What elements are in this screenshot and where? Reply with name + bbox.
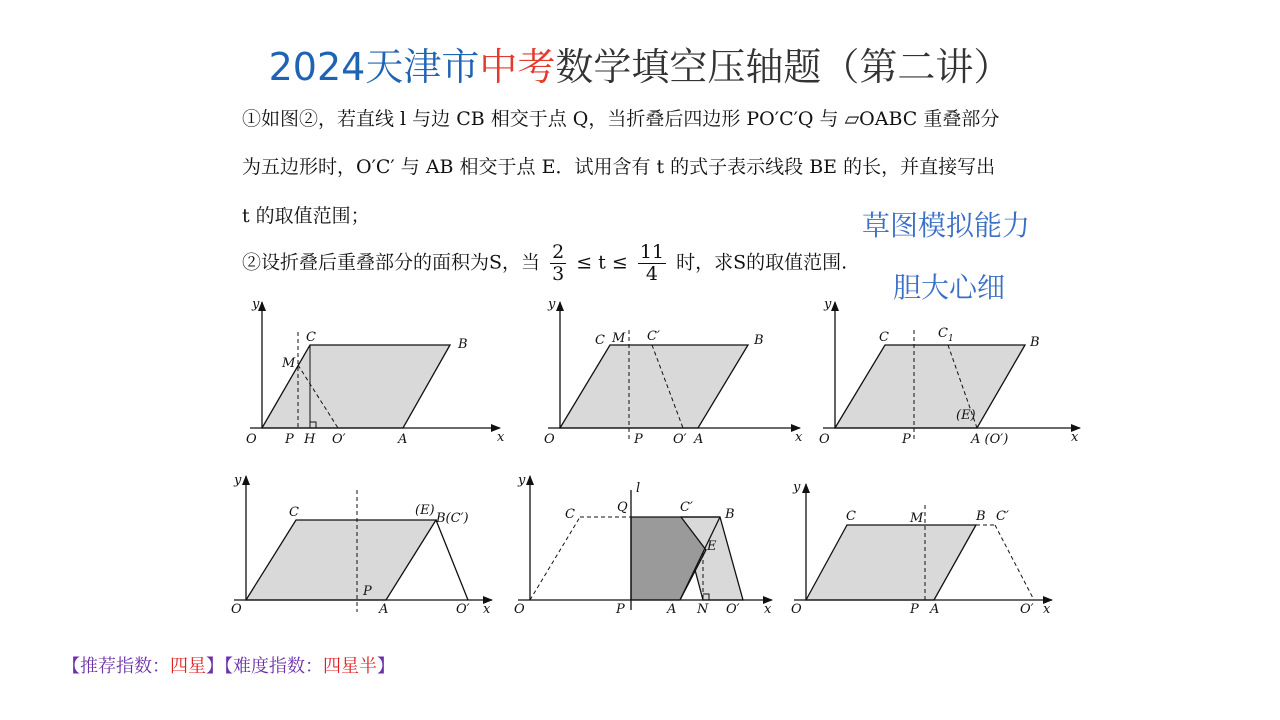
label-q: Q (617, 500, 628, 515)
edge-oc-dashed (530, 517, 580, 600)
problem-line-1: ①如图②，若直线 l 与边 CB 相交于点 Q，当折叠后四边形 PO′C′Q 与 ▱OABC 重叠部分 (242, 108, 1000, 130)
label-m: M (910, 511, 924, 526)
label-p: P (902, 432, 911, 447)
note-sketch-ability: 草图模拟能力 (862, 209, 1031, 242)
label-o-prime: O′ (456, 602, 470, 617)
label-o-prime: O′ (1020, 602, 1034, 617)
label-a-o-prime: A (O′) (971, 432, 1009, 447)
problem-line-2: 为五边形时，O′C′ 与 AB 相交于点 E．试用含有 t 的式子表示线段 BE 的长，并直接写出 (242, 156, 996, 178)
parallelogram-oabc (835, 345, 1025, 428)
label-y: y (252, 297, 260, 312)
figure-4 (231, 473, 492, 617)
label-p: P (616, 602, 625, 617)
label-x: x (483, 602, 491, 617)
label-a: A (379, 602, 389, 617)
label-a: A (930, 602, 940, 617)
line4-post: 时，求S的取值范围. (676, 251, 848, 274)
figure-3 (819, 297, 1080, 447)
label-p: P (910, 602, 919, 617)
title-rest: 数学填空压轴题（第二讲） (555, 45, 1012, 89)
label-o-prime: O′ (332, 432, 346, 447)
label-n: N (697, 602, 709, 617)
label-o: O (514, 602, 525, 617)
difficulty-label: 【难度指数： (224, 656, 323, 677)
label-o: O (246, 432, 257, 447)
label-c-prime: C′ (996, 509, 1009, 524)
label-o-prime: O′ (726, 602, 740, 617)
label-b: B (1030, 335, 1040, 350)
label-a: A (694, 432, 704, 447)
footer-ratings: 【推荐指数：四星】【难度指数：四星半】 (62, 656, 395, 677)
label-o: O (544, 432, 555, 447)
label-m: M (282, 356, 296, 371)
parallelogram-oabc (246, 520, 436, 600)
recommend-value: 四星 (170, 656, 206, 677)
label-b: B (976, 509, 986, 524)
recommend-label: 【推荐指数： (62, 656, 170, 677)
label-p: P (634, 432, 643, 447)
label-y: y (234, 473, 242, 488)
label-c: C (846, 509, 856, 524)
fraction-two-thirds: $\frac{2}{3}$ (552, 241, 565, 285)
label-h: H (304, 432, 316, 447)
parallelogram-oabc (560, 345, 748, 428)
label-a: A (667, 602, 677, 617)
label-y: y (824, 297, 832, 312)
figure-6 (791, 480, 1052, 617)
figure-1 (246, 297, 505, 447)
figure-5 (514, 473, 772, 617)
label-x: x (795, 430, 803, 445)
label-b: B (458, 337, 468, 352)
label-o: O (819, 432, 830, 447)
label-o: O (791, 602, 802, 617)
inequality-mid: ≤ t ≤ (576, 251, 628, 274)
problem-line-3: t 的取值范围； (242, 205, 370, 227)
label-o-prime: O′ (673, 432, 687, 447)
label-c: C (565, 507, 575, 522)
label-c1: $C_1$ (938, 326, 954, 344)
label-x: x (497, 430, 505, 445)
label-c-prime: C′ (647, 329, 660, 344)
fraction-eleven-fourths: $\frac{11}{4}$ (639, 241, 665, 285)
label-x: x (764, 602, 772, 617)
title-blue: 2024天津市 (268, 45, 480, 89)
label-y: y (548, 297, 556, 312)
label-l: l (636, 481, 641, 496)
folded-edge (436, 520, 468, 600)
label-p: P (363, 584, 372, 599)
label-c-prime: C′ (680, 500, 693, 515)
label-a: A (398, 432, 408, 447)
label-y: y (518, 473, 526, 488)
folded-edge (995, 525, 1034, 600)
label-c: C (289, 505, 299, 520)
label-p: P (285, 432, 294, 447)
note-bold-careful: 胆大心细 (893, 271, 1006, 304)
label-b: B (725, 507, 735, 522)
label-c: C (306, 330, 316, 345)
label-x: x (1043, 602, 1051, 617)
difficulty-value: 四星半 (323, 656, 377, 677)
label-c: C (879, 330, 889, 345)
label-b: B (754, 333, 764, 348)
label-b-c-prime: B(C′) (436, 511, 469, 526)
line4-pre: ②设折叠后重叠部分的面积为S，当 (242, 251, 541, 274)
figure-2 (544, 297, 803, 447)
label-c: C (595, 333, 605, 348)
label-o: O (231, 602, 242, 617)
label-m: M (612, 331, 626, 346)
label-e: E (707, 539, 717, 554)
label-y: y (793, 480, 801, 495)
label-e: (E) (415, 503, 435, 518)
label-x: x (1071, 430, 1079, 445)
title-red: 中考 (479, 45, 556, 89)
label-e: (E) (956, 408, 976, 423)
parallelogram-oabc (806, 525, 976, 600)
